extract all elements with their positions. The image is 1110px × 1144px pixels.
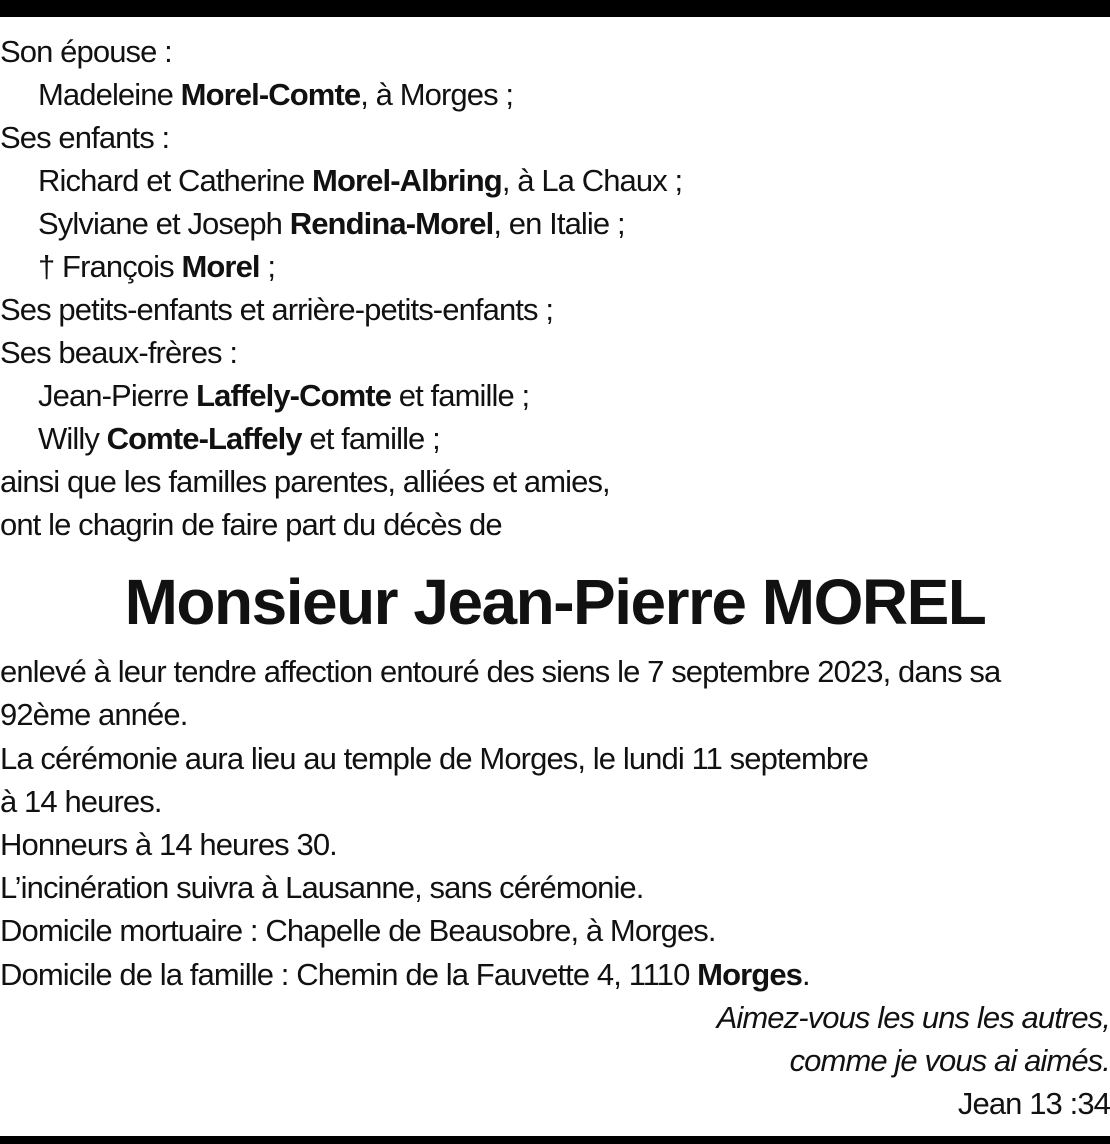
inlaw-entry bbox=[38, 417, 440, 460]
announcement-line: ont le chagrin de faire part du décès de bbox=[0, 507, 502, 542]
deceased-name: Monsieur Jean-Pierre MOREL bbox=[124, 566, 986, 638]
grandchildren-line: Ses petits-enfants et arrière-petits-enfants ; bbox=[0, 292, 554, 327]
top-border-rule bbox=[0, 0, 1110, 17]
spouse-first: Madeleine bbox=[38, 77, 173, 112]
ceremony-line: La cérémonie aura lieu au temple de Morges, le lundi 11 septembre bbox=[0, 741, 869, 776]
child-surname: Morel bbox=[181, 249, 260, 284]
child-first: Sylviane et Joseph bbox=[38, 206, 283, 241]
child-tail: , en Italie ; bbox=[493, 206, 625, 241]
quote-reference: Jean 13 :34 bbox=[957, 1086, 1110, 1121]
inlaw-first: Willy bbox=[38, 421, 99, 456]
child-entry bbox=[38, 159, 682, 202]
child-surname: Rendina-Morel bbox=[289, 206, 494, 241]
family-home-suffix: . bbox=[802, 957, 810, 992]
spouse-entry bbox=[38, 73, 513, 116]
inlaw-surname: Laffely-Comte bbox=[196, 378, 392, 413]
bottom-border-rule bbox=[0, 1136, 1110, 1144]
child-entry bbox=[38, 202, 625, 245]
death-line: enlevé à leur tendre affection entouré des siens le 7 septembre 2023, dans sa bbox=[0, 654, 1001, 689]
family-home-line bbox=[0, 953, 810, 996]
honours-line: Honneurs à 14 heures 30. bbox=[0, 827, 337, 862]
child-tail: , à La Chaux ; bbox=[501, 163, 683, 198]
death-line: 92ème année. bbox=[0, 697, 188, 732]
child-tail: ; bbox=[259, 249, 276, 284]
inlaw-first: Jean-Pierre bbox=[38, 378, 189, 413]
spouse-tail: , à Morges ; bbox=[360, 77, 514, 112]
quote-line: Aimez-vous les uns les autres, bbox=[716, 1000, 1110, 1035]
inlaw-tail: et famille ; bbox=[391, 378, 530, 413]
inlaw-entry bbox=[38, 374, 529, 417]
families-line: ainsi que les familles parentes, alliées et amies, bbox=[0, 464, 610, 499]
spouse-surname: Morel-Comte bbox=[180, 77, 361, 112]
family-home-prefix: Domicile de la famille : Chemin de la Fauvette 4, 1110 bbox=[0, 957, 698, 992]
child-first: † François bbox=[38, 249, 174, 284]
cremation-line: L’incinération suivra à Lausanne, sans cérémonie. bbox=[0, 870, 644, 905]
inlaw-tail: et famille ; bbox=[301, 421, 440, 456]
inlaw-surname: Comte-Laffely bbox=[106, 421, 302, 456]
child-entry bbox=[38, 245, 275, 288]
mortuary-line: Domicile mortuaire : Chapelle de Beausobre, à Morges. bbox=[0, 913, 716, 948]
ceremony-line: à 14 heures. bbox=[0, 784, 162, 819]
family-home-town: Morges bbox=[697, 957, 803, 992]
child-surname: Morel-Albring bbox=[312, 163, 502, 198]
quote-line: comme je vous ai aimés. bbox=[789, 1043, 1110, 1078]
spouse-heading: Son épouse : bbox=[0, 34, 172, 69]
inlaws-heading: Ses beaux-frères : bbox=[0, 335, 238, 370]
child-first: Richard et Catherine bbox=[38, 163, 305, 198]
children-heading: Ses enfants : bbox=[0, 120, 170, 155]
